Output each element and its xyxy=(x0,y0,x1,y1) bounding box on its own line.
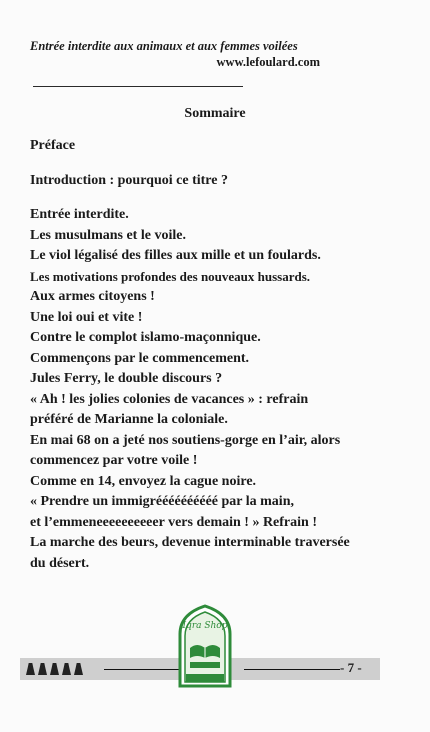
header-divider xyxy=(33,86,243,87)
toc-item-introduction: Introduction : pourquoi ce titre ? xyxy=(30,172,228,188)
toc-item-preface: Préface xyxy=(30,138,76,153)
page-number: - 7 - xyxy=(340,660,362,675)
veiled-figures-icon xyxy=(26,663,83,675)
toc-item: du désert. xyxy=(30,555,90,571)
toc-item: Jules Ferry, le double discours ? xyxy=(30,371,223,386)
toc-item: préféré de Marianne la coloniale. xyxy=(30,412,228,427)
toc-item: « Prendre un immigréééééééééé par la main, xyxy=(30,494,294,509)
toc-spacer xyxy=(30,157,410,171)
toc-item: La marche des beurs, devenue interminable traversée xyxy=(30,535,350,550)
toc-item: Entrée interdite. xyxy=(30,207,129,222)
toc-item: « Ah ! les jolies colonies de vacances » : refrain xyxy=(30,391,309,407)
page-header xyxy=(30,38,320,70)
toc-item: Commençons par le commencement. xyxy=(30,350,250,366)
logo-text: Iqra Shop xyxy=(182,621,228,631)
toc-spacer xyxy=(30,191,410,205)
toc-item: Aux armes citoyens ! xyxy=(30,289,155,304)
toc-item: Une loi oui et vite ! xyxy=(30,309,143,325)
toc-item: Le viol légalisé des filles aux mille et un foulards. xyxy=(30,248,321,263)
toc-item: et l’emmeneeeeeeeeeer vers demain ! » Refrain ! xyxy=(30,514,317,530)
table-of-contents xyxy=(30,136,410,574)
header-url: www.lefoulard.com xyxy=(216,55,320,69)
toc-item: Comme en 14, envoyez la cague noire. xyxy=(30,473,257,489)
toc-item: Les motivations profondes des nouveaux hussards. xyxy=(30,268,311,284)
header-subtitle: Entrée interdite aux animaux et aux femmes voilées xyxy=(30,39,298,53)
iqra-shop-logo xyxy=(174,604,236,688)
toc-item: Contre le complot islamo-maçonnique. xyxy=(30,330,261,345)
toc-item: commencez par votre voile ! xyxy=(30,453,198,468)
footer-divider-right xyxy=(244,669,340,670)
toc-item: En mai 68 on a jeté nos soutiens-gorge en l’air, alors xyxy=(30,432,341,448)
page-title: Sommaire xyxy=(184,106,246,121)
toc-item: Les musulmans et le voile. xyxy=(30,227,186,243)
